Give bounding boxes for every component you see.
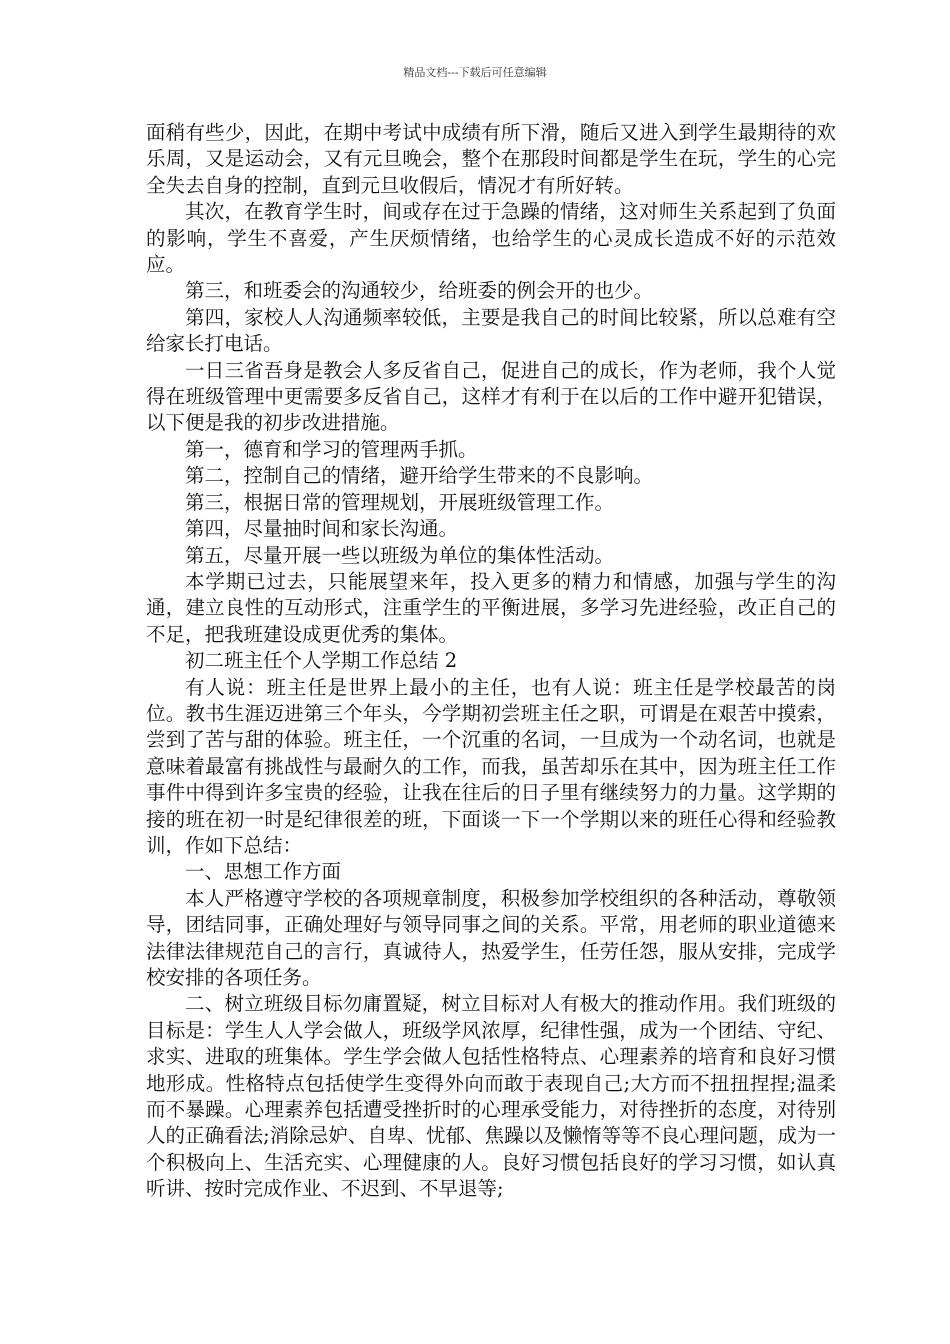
paragraph: 第四，家校人人沟通频率较低，主要是我自己的时间比较紧，所以总难有空给家长打电话。: [146, 305, 836, 356]
paragraph: 第三，和班委会的沟通较少，给班委的例会开的也少。: [185, 279, 654, 303]
paragraph: 其次，在教育学生时，间或存在过于急躁的情绪，这对师生关系起到了负面的影响，学生不喜爱，产生厌烦情绪，也给学生的心灵成长造成不好的示范效应。: [146, 200, 836, 277]
paragraph: 一日三省吾身是教会人多反省自己，促进自己的成长，作为老师，我个人觉得在班级管理中更需要多反省自己，这样才有利于在以后的工作中避开犯错误，以下便是我的初步改进措施。: [146, 358, 836, 435]
paragraph: 面稍有些少，因此，在期中考试中成绩有所下滑，随后又进入到学生最期待的欢乐周，又是运动会，又有元旦晚会，整个在那段时间都是学生在玩，学生的心完全失去自身的控制，直到元旦收假后，情况才有所好转。: [146, 121, 836, 197]
paragraph: 本学期已过去，只能展望来年，投入更多的精力和情感，加强与学生的沟通，建立良性的互动形式，注重学生的平衡进展，多学习先进经验，改正自己的不足，把我班建设成更优秀的集体。: [146, 569, 836, 646]
paragraph: 本人严格遵守学校的各项规章制度，积极参加学校组织的各种活动，尊敬领导，团结同事，正确处理好与领导同事之间的关系。平常，用老师的职业道德来法律法律规范自己的言行，真诚待人，热爱学生，任劳任怨，服从安排，完成学校安排的各项任务。: [146, 886, 836, 989]
section-heading: 一、思想工作方面: [185, 860, 342, 884]
paragraph: 第一，德育和学习的管理两手抓。: [185, 437, 478, 461]
paragraph: 二、树立班级目标勿庸置疑，树立目标对人有极大的推动作用。我们班级的目标是：学生人人学会做人，班级学风浓厚，纪律性强，成为一个团结、守纪、求实、进取的班集体。学生学会做人包括性格特点、心理素养的培育和良好习惯地形成。性格特点包括使学生变得外向而敢于表现自己;大方而不扭扭捏捏;温柔而不暴躁。心理素养包括遭受挫折时的心理承受能力，对待挫折的态度，对待别人的正确看法;消除忌妒、自卑、忧郁、焦躁以及懒惰等等不良心理问题，成为一个积极向上、生活充实、心理健康的人。良好习惯包括良好的学习习惯，如认真听讲、按时完成作业、不迟到、不早退等;: [146, 992, 836, 1201]
paragraph: 第四，尽量抽时间和家长沟通。: [185, 517, 459, 541]
paragraph: 第五，尽量开展一些以班级为单位的集体性活动。: [185, 543, 615, 567]
section-title: 初二班主任个人学期工作总结 2: [185, 649, 458, 673]
paragraph: 第三，根据日常的管理规划，开展班级管理工作。: [185, 490, 615, 514]
paragraph: 第二，控制自己的情绪，避开给学生带来的不良影响。: [185, 464, 654, 488]
document-body: [146, 120, 836, 1203]
paragraph: 有人说：班主任是世界上最小的主任，也有人说：班主任是学校最苦的岗位。教书生涯迈进第三个年头，今学期初尝班主任之职，可谓是在艰苦中摸索，尝到了苦与甜的体验。班主任，一个沉重的名词，一旦成为一个动名词，也就是意味着最富有挑战性与最耐久的工作，而我，虽苦却乐在其中，因为班主任工作事件中得到许多宝贵的经验，让我在往后的日子里有继续努力的力量。这学期的接的班在初一时是纪律很差的班，下面谈一下一个学期以来的班任心得和经验教训，作如下总结：: [146, 675, 836, 857]
page-header: 精品文档---下载后可任意编辑: [403, 66, 547, 79]
